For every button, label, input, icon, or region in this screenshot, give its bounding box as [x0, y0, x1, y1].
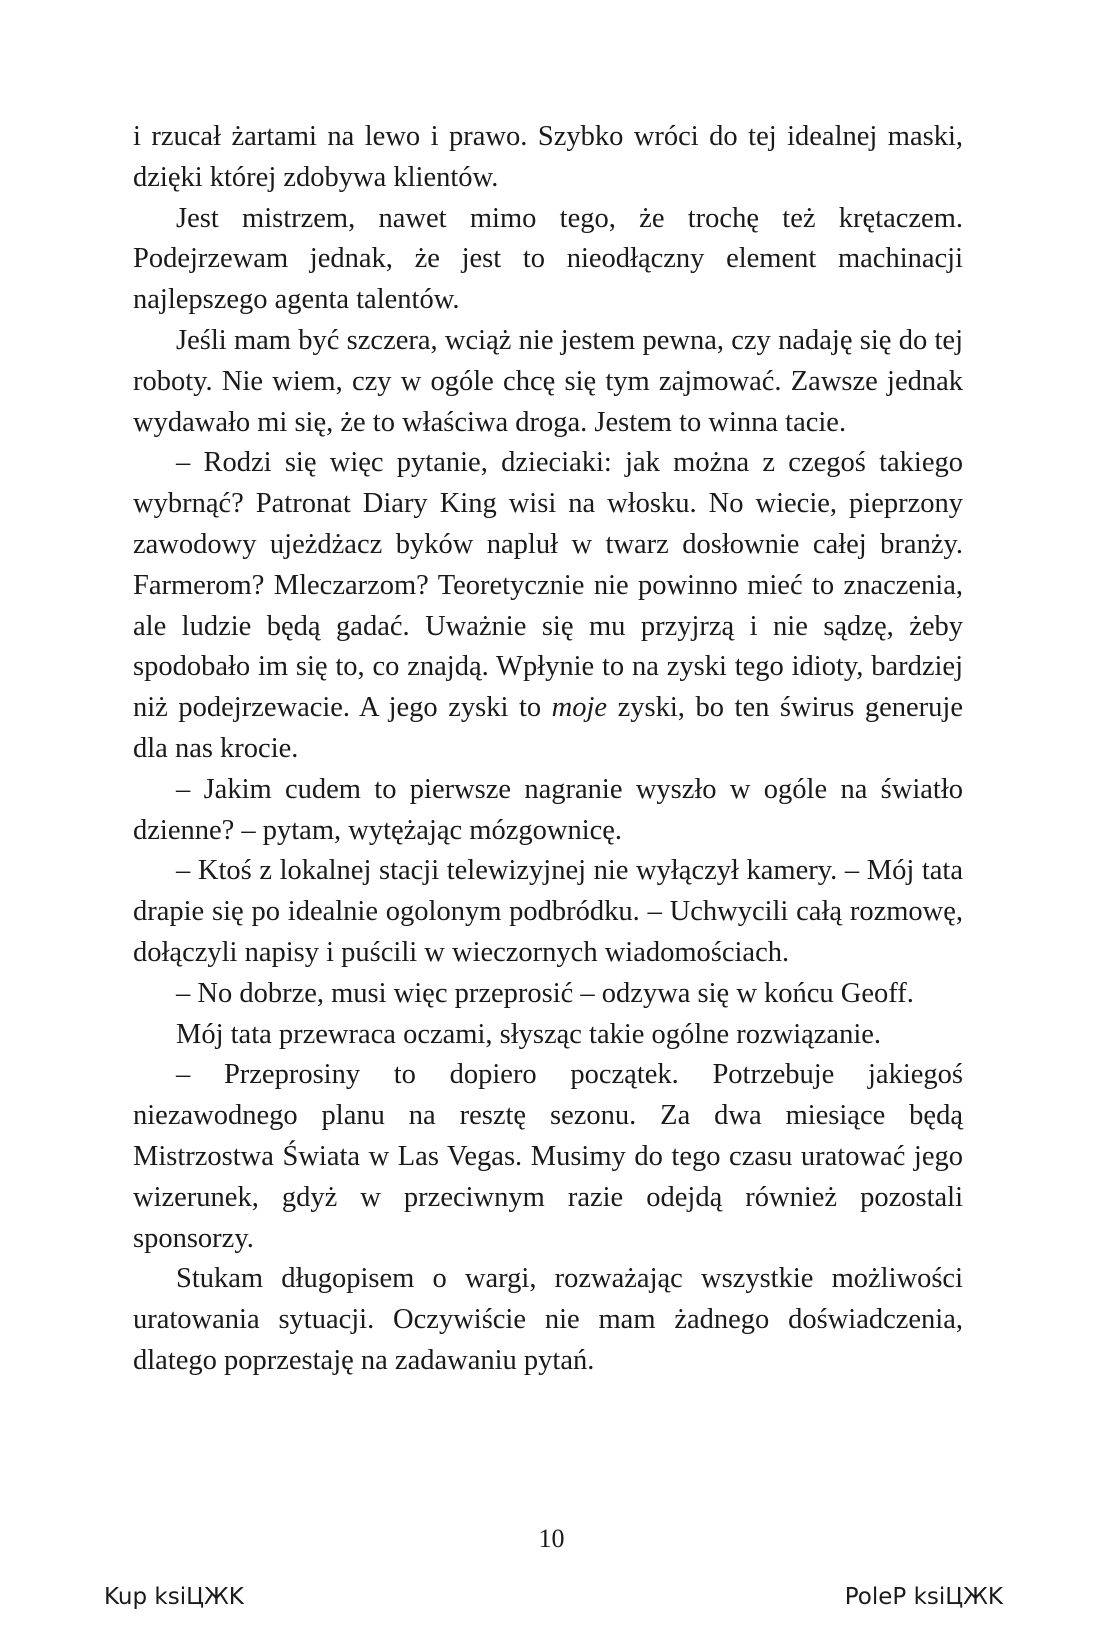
page-body	[133, 117, 963, 1382]
buy-book-link[interactable]: Kup ksiЦЖK	[104, 1584, 244, 1610]
page-number: 10	[538, 1524, 565, 1553]
paragraph-5: – Jakim cudem to pierwsze nagranie wyszło w ogóle na światło dzienne? – pytam, wytężając mózgownicę.	[133, 773, 963, 846]
paragraph-8: Mój tata przewraca oczami, słysząc takie ogólne rozwiązanie.	[176, 1018, 882, 1050]
paragraph-7: – No dobrze, musi więc przeprosić – odzywa się w końcu Geoff.	[176, 977, 914, 1009]
paragraph-6: – Ktoś z lokalnej stacji telewizyjnej nie wyłączył kamery. – Mój tata drapie się po idealnie ogolonym podbródku. – Uchwycili całą rozmowę, dołączyli napisy i puścili w wieczornych wiadomościach.	[133, 855, 963, 968]
paragraph-1: i rzucał żartami na lewo i prawo. Szybko wróci do tej idealnej maski, dzięki której zdobywa klientów.	[133, 121, 963, 193]
paragraph-4	[133, 443, 963, 769]
paragraph-10: Stukam długopisem o wargi, rozważając wszystkie możliwości uratowania sytuacji. Oczywiście nie mam żadnego doświadczenia, dlatego poprzestaję na zadawaniu pytań.	[133, 1263, 963, 1376]
recommend-book-link[interactable]: PoleP ksiЦЖK	[844, 1584, 1003, 1610]
paragraph-3: Jeśli mam być szczera, wciąż nie jestem pewna, czy nadaję się do tej roboty. Nie wiem, czy w ogóle chcę się tym zajmować. Zawsze jednak wydawało mi się, że to właściwa droga. Jestem to winna tacie.	[133, 324, 963, 438]
paragraph-4-text-after: zyski, bo ten świrus generuje dla nas krocie.	[133, 692, 963, 764]
paragraph-2: Jest mistrzem, nawet mimo tego, że trochę też krętaczem. Podejrzewam jednak, że jest to nieodłączny element machinacji najlepszego agenta talentów.	[133, 202, 963, 316]
paragraph-4-italic: moje	[551, 692, 608, 724]
paragraph-9: – Przeprosiny to dopiero początek. Potrzebuje jakiegoś niezawodnego planu na resztę sezonu. Za dwa miesiące będą Mistrzostwa Świata w Las Vegas. Musimy do tego czasu uratować jego wizerunek, gdyż w przeciwnym razie odejdą również pozostali sponsorzy.	[133, 1059, 963, 1254]
paragraph-4-text: – Rodzi się więc pytanie, dzieciaki: jak można z czegoś takiego wybrnąć? Patronat Diary King wisi na włosku. No wiecie, pieprzony zawodowy ujeżdżacz byków napluł w twarz dosłownie całej branży. Farmerom? Mleczarzom? Teoretycznie nie powinno mieć to znaczenia, ale ludzie będą gadać. Uważnie się mu przyjrzą i nie sądzę, żeby spodobało im się to, co znajdą. Wpłynie to na zyski tego idioty, bardziej niż podejrzewacie. A jego zyski to	[133, 447, 963, 724]
